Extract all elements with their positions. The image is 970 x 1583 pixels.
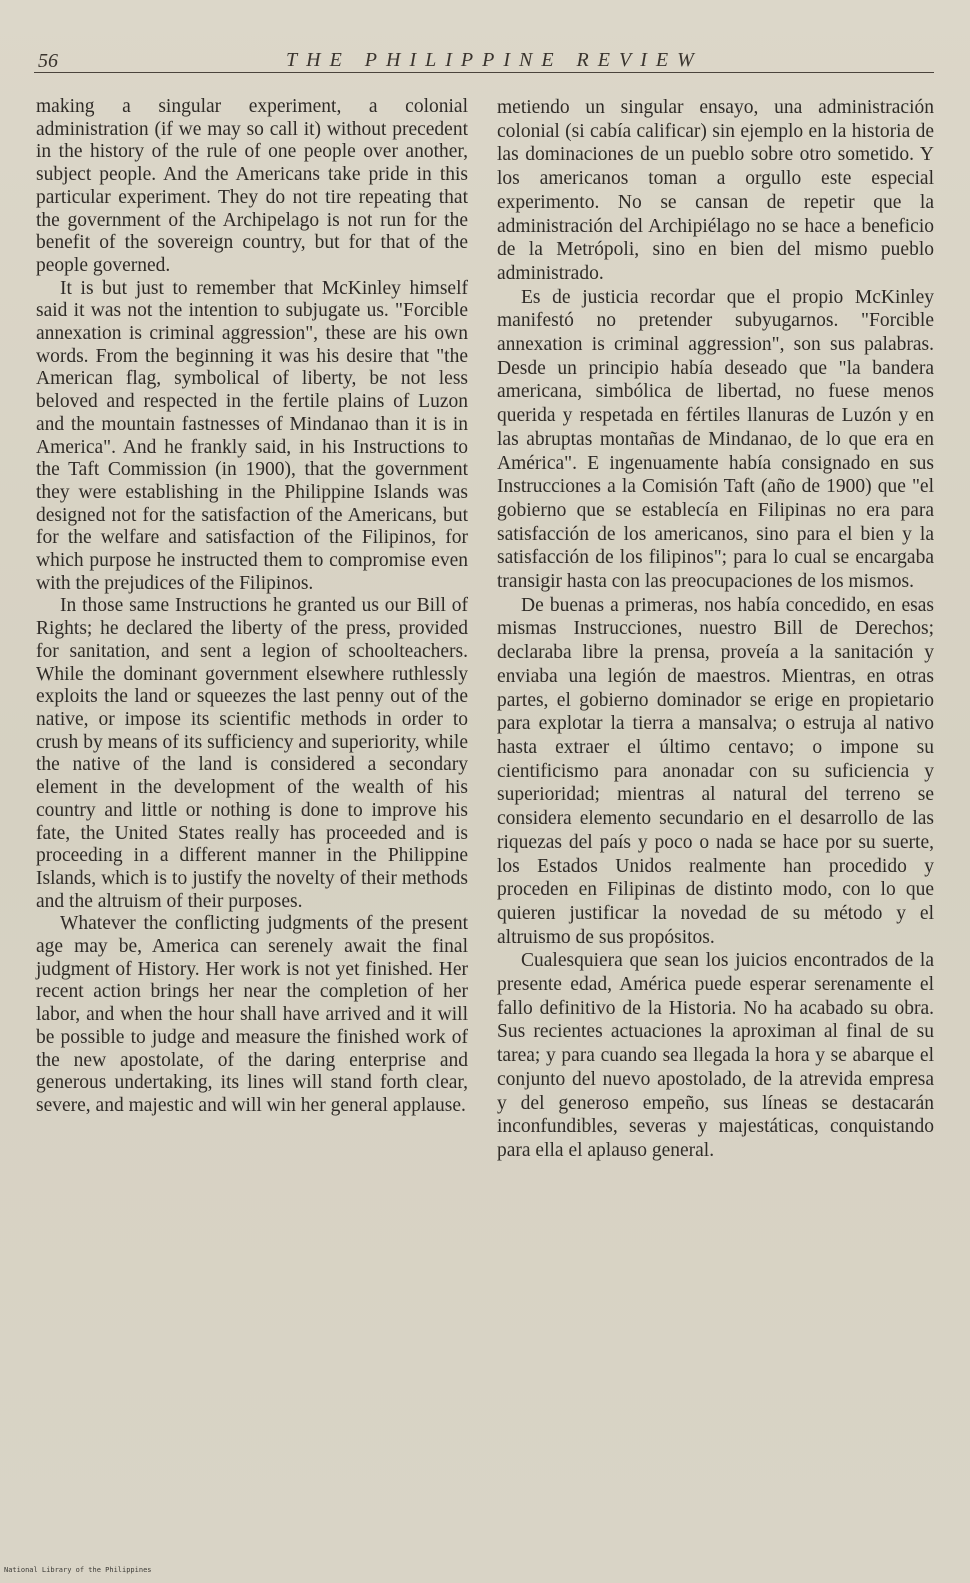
spanish-column bbox=[497, 96, 934, 1163]
spanish-paragraph-4: Cualesquiera que sean los juicios encontrados de la presente edad, América puede esperar serenamente el fallo definitivo de la Historia. No ha acabado su obra. Sus recientes actuaciones la aproximan al final de su tarea; y para cuando sea llegada la hora y se abarque el conjunto del nuevo apostolado, de la atrevida empresa y del generoso empeño, sus líneas se destacarán inconfundibles, severas y majestáticas, conquistando para ella el aplauso general. bbox=[497, 950, 934, 1161]
english-paragraph-3: In those same Instructions he granted us our Bill of Rights; he declared the liberty of the press, provided for sanitation, and sent a legion of schoolteachers. While the dominant government elsewhere ruthlessly exploits the land or squeezes the last penny out of the native, or impose its scientific methods in order to crush by means of its sufficiency and superiority, while the native of the land is considered a secondary element in the development of the wealth of his country and little or nothing is done to improve his fate, the United States really has proceeded and is proceeding in a different manner in the Philippine Islands, which is to justify the novelty of their methods and the altruism of their purposes. bbox=[36, 595, 468, 912]
running-title: THE PHILIPPINE REVIEW bbox=[286, 49, 703, 71]
library-credit: National Library of the Philippines bbox=[4, 1566, 152, 1574]
spanish-paragraph-3: De buenas a primeras, nos había concedido, en esas mismas Instrucciones, nuestro Bill de Derechos; declaraba libre la prensa, proveía a la sanitación y enviaba una legión de maestros. Mientras, en otras partes, el gobierno dominador se erige en propietario para explotar la tierra a mansalva; o estruja al nativo hasta extraer el último centavo; o impone su cientificismo para anonadar con su suficiencia y superioridad; mientras al natural del terreno se considera elemento secundario en el desarrollo de las riquezas del país y poco o nada se hace por su suerte, los Estados Unidos realmente han procedido y proceden en Filipinas de distinto modo, con lo que quieren justificar la novedad de su método y el altruismo de sus propósitos. bbox=[497, 594, 934, 948]
english-paragraph-2: It is but just to remember that McKinley himself said it was not the intention to subjugate us. "Forcible annexation is criminal aggression", these are his own words. From the beginning it was his desire that "the American flag, symbolical of liberty, be not less beloved and respected in the fertile plains of Luzon and the mountain fastnesses of Mindanao than it is in America". And he frankly said, in his Instructions to the Taft Commission (in 1900), that the government they were establishing in the Philippine Islands was designed not for the satisfaction of the Americans, but for the welfare and satisfaction of the Filipinos, for which purpose he instructed them to compromise even with the prejudices of the Filipinos. bbox=[36, 277, 468, 594]
page-header bbox=[34, 46, 934, 76]
spanish-paragraph-2: Es de justicia recordar que el propio McKinley manifestó no pretender subyugarnos. "Forcible annexation is criminal aggression", son sus palabras. Desde un principio había deseado que "la bandera americana, simbólica de libertad, no fuese menos querida y respetada en fértiles llanuras de Luzón y en las abruptas montañas de Mindanao, de lo que era en América". E ingenuamente había consignado en sus Instrucciones a la Comisión Taft (año de 1900) que "el gobierno que se establecía en Filipinas no era para satisfacción de los americanos, sino para el bien y la satisfacción de los filipinos"; para lo cual se encargaba transigir hasta con las preocupaciones de los mismos. bbox=[497, 286, 934, 593]
english-paragraph-1: making a singular experiment, a colonial administration (if we may so call it) without precedent in the history of the rule of one people over another, subject people. And the Americans take pride in this particular experiment. They do not tire repeating that the government of the Archipelago is not run for the benefit of the sovereign country, but for that of the people governed. bbox=[36, 96, 468, 276]
header-rule bbox=[34, 72, 934, 73]
english-column bbox=[36, 96, 468, 1118]
spanish-paragraph-1: metiendo un singular ensayo, una administración colonial (si cabía calificar) sin ejemplo en la historia de las dominaciones de un pueblo sobre otro sometido. Y los americanos toman a orgullo este especial experimento. No se cansan de repetir que la administración del Archipiélago no se hace a beneficio de la Metrópoli, sino en bien del mismo pueblo administrado. bbox=[497, 97, 934, 284]
english-paragraph-4: Whatever the conflicting judgments of the present age may be, America can serenely await the final judgment of History. Her work is not yet finished. Her recent action brings her near the completion of her labor, and when the hour shall have arrived and it will be possible to judge and measure the finished work of the new apostolate, of the daring enterprise and generous undertaking, its lines will stand forth clear, severe, and majestic and will win her general applause. bbox=[36, 913, 468, 1116]
page-number: 56 bbox=[38, 50, 58, 72]
